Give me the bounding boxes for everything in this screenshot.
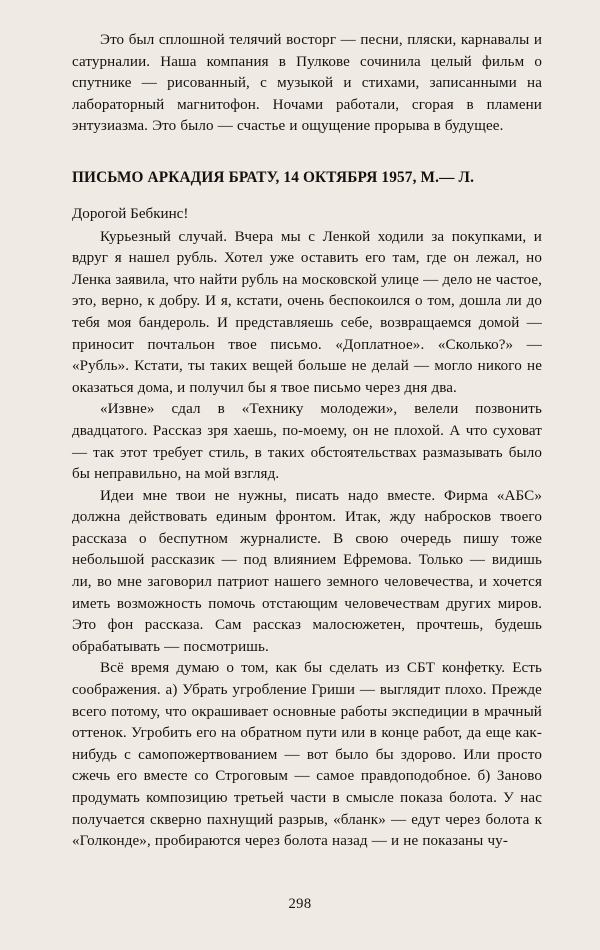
letter-salutation: Дорогой Бебкинс! xyxy=(72,205,189,222)
paragraph: Курьезный случай. Вчера мы с Ленкой ходили за покупками, и вдруг я нашел рубль. Хотел уже оставить его там, где он лежал, но Ленка заявила, что найти рубль на московской улице — дело не частое, это, верно, к добру. И я, кстати, очень беспокоился о том, дошла ли до тебя моя бандероль. И представляешь себе, возвращаемся домой — приносит почтальон твое письмо. «Доплатное». «Сколько?» — «Рубль». Кстати, ты таких вещей больше не делай — могло никого не оказаться дома, и получил бы я твое письмо через дня два. xyxy=(72,228,542,396)
paragraph: Идеи мне твои не нужны, писать надо вместе. Фирма «АБС» должна действовать единым фронтом. Итак, жду набросков твоего рассказа о беспутном журналисте. В свою очередь пишу тоже небольшой рассказик — под влиянием Ефремова. Только — видишь ли, во мне заговорил патриот нашего земного человечества, и хочется иметь возможность помочь отстающим человечествам других миров. Это фон рассказа. Сам рассказ малосюжетен, прочтешь, будешь обрабатывать — посмотришь. xyxy=(72,487,542,655)
paragraph: Всё время думаю о том, как бы сделать из СБТ конфетку. Есть соображения. а) Убрать угробление Гриши — выглядит плохо. Прежде всего потому, что окрашивает основные работы экспедиции в мрачный оттенок. Угробить его на обратном пути или в конце работ, да еще как-нибудь с самопожертвованием — вот было бы здорово. Или просто сжечь его вместе со Строговым — самое правдоподобное. б) Заново продумать композицию третьей части в смысле показа болота. У нас получается скверно пахнущий разрыв, «бланк» — едут через болота к «Голконде», пробираются через болота назад — и не показаны чу- xyxy=(72,660,542,850)
page-number: 298 xyxy=(288,896,312,912)
paragraph: Это был сплошной телячий восторг — песни, пляски, карнавалы и сатурналии. Наша компания в Пулкове сочинила целый фильм о спутнике — рисованный, с музыкой и стихами, записанными на лабораторный магнитофон. Ночами работали, сгорая в пламени энтузиазма. Это было — счастье и ощущение прорыва в будущее. xyxy=(72,32,542,135)
letter-heading: ПИСЬМО АРКАДИЯ БРАТУ, 14 ОКТЯБРЯ 1957, М.— Л. xyxy=(72,168,475,186)
paragraph: «Извне» сдал в «Технику молодежи», велели позвонить двадцатого. Рассказ зря хаешь, по-моему, он не плохой. А что суховат — так этот требует стиль, в таких обстоятельствах размазывать было бы неправильно, на мой взгляд. xyxy=(72,401,542,483)
